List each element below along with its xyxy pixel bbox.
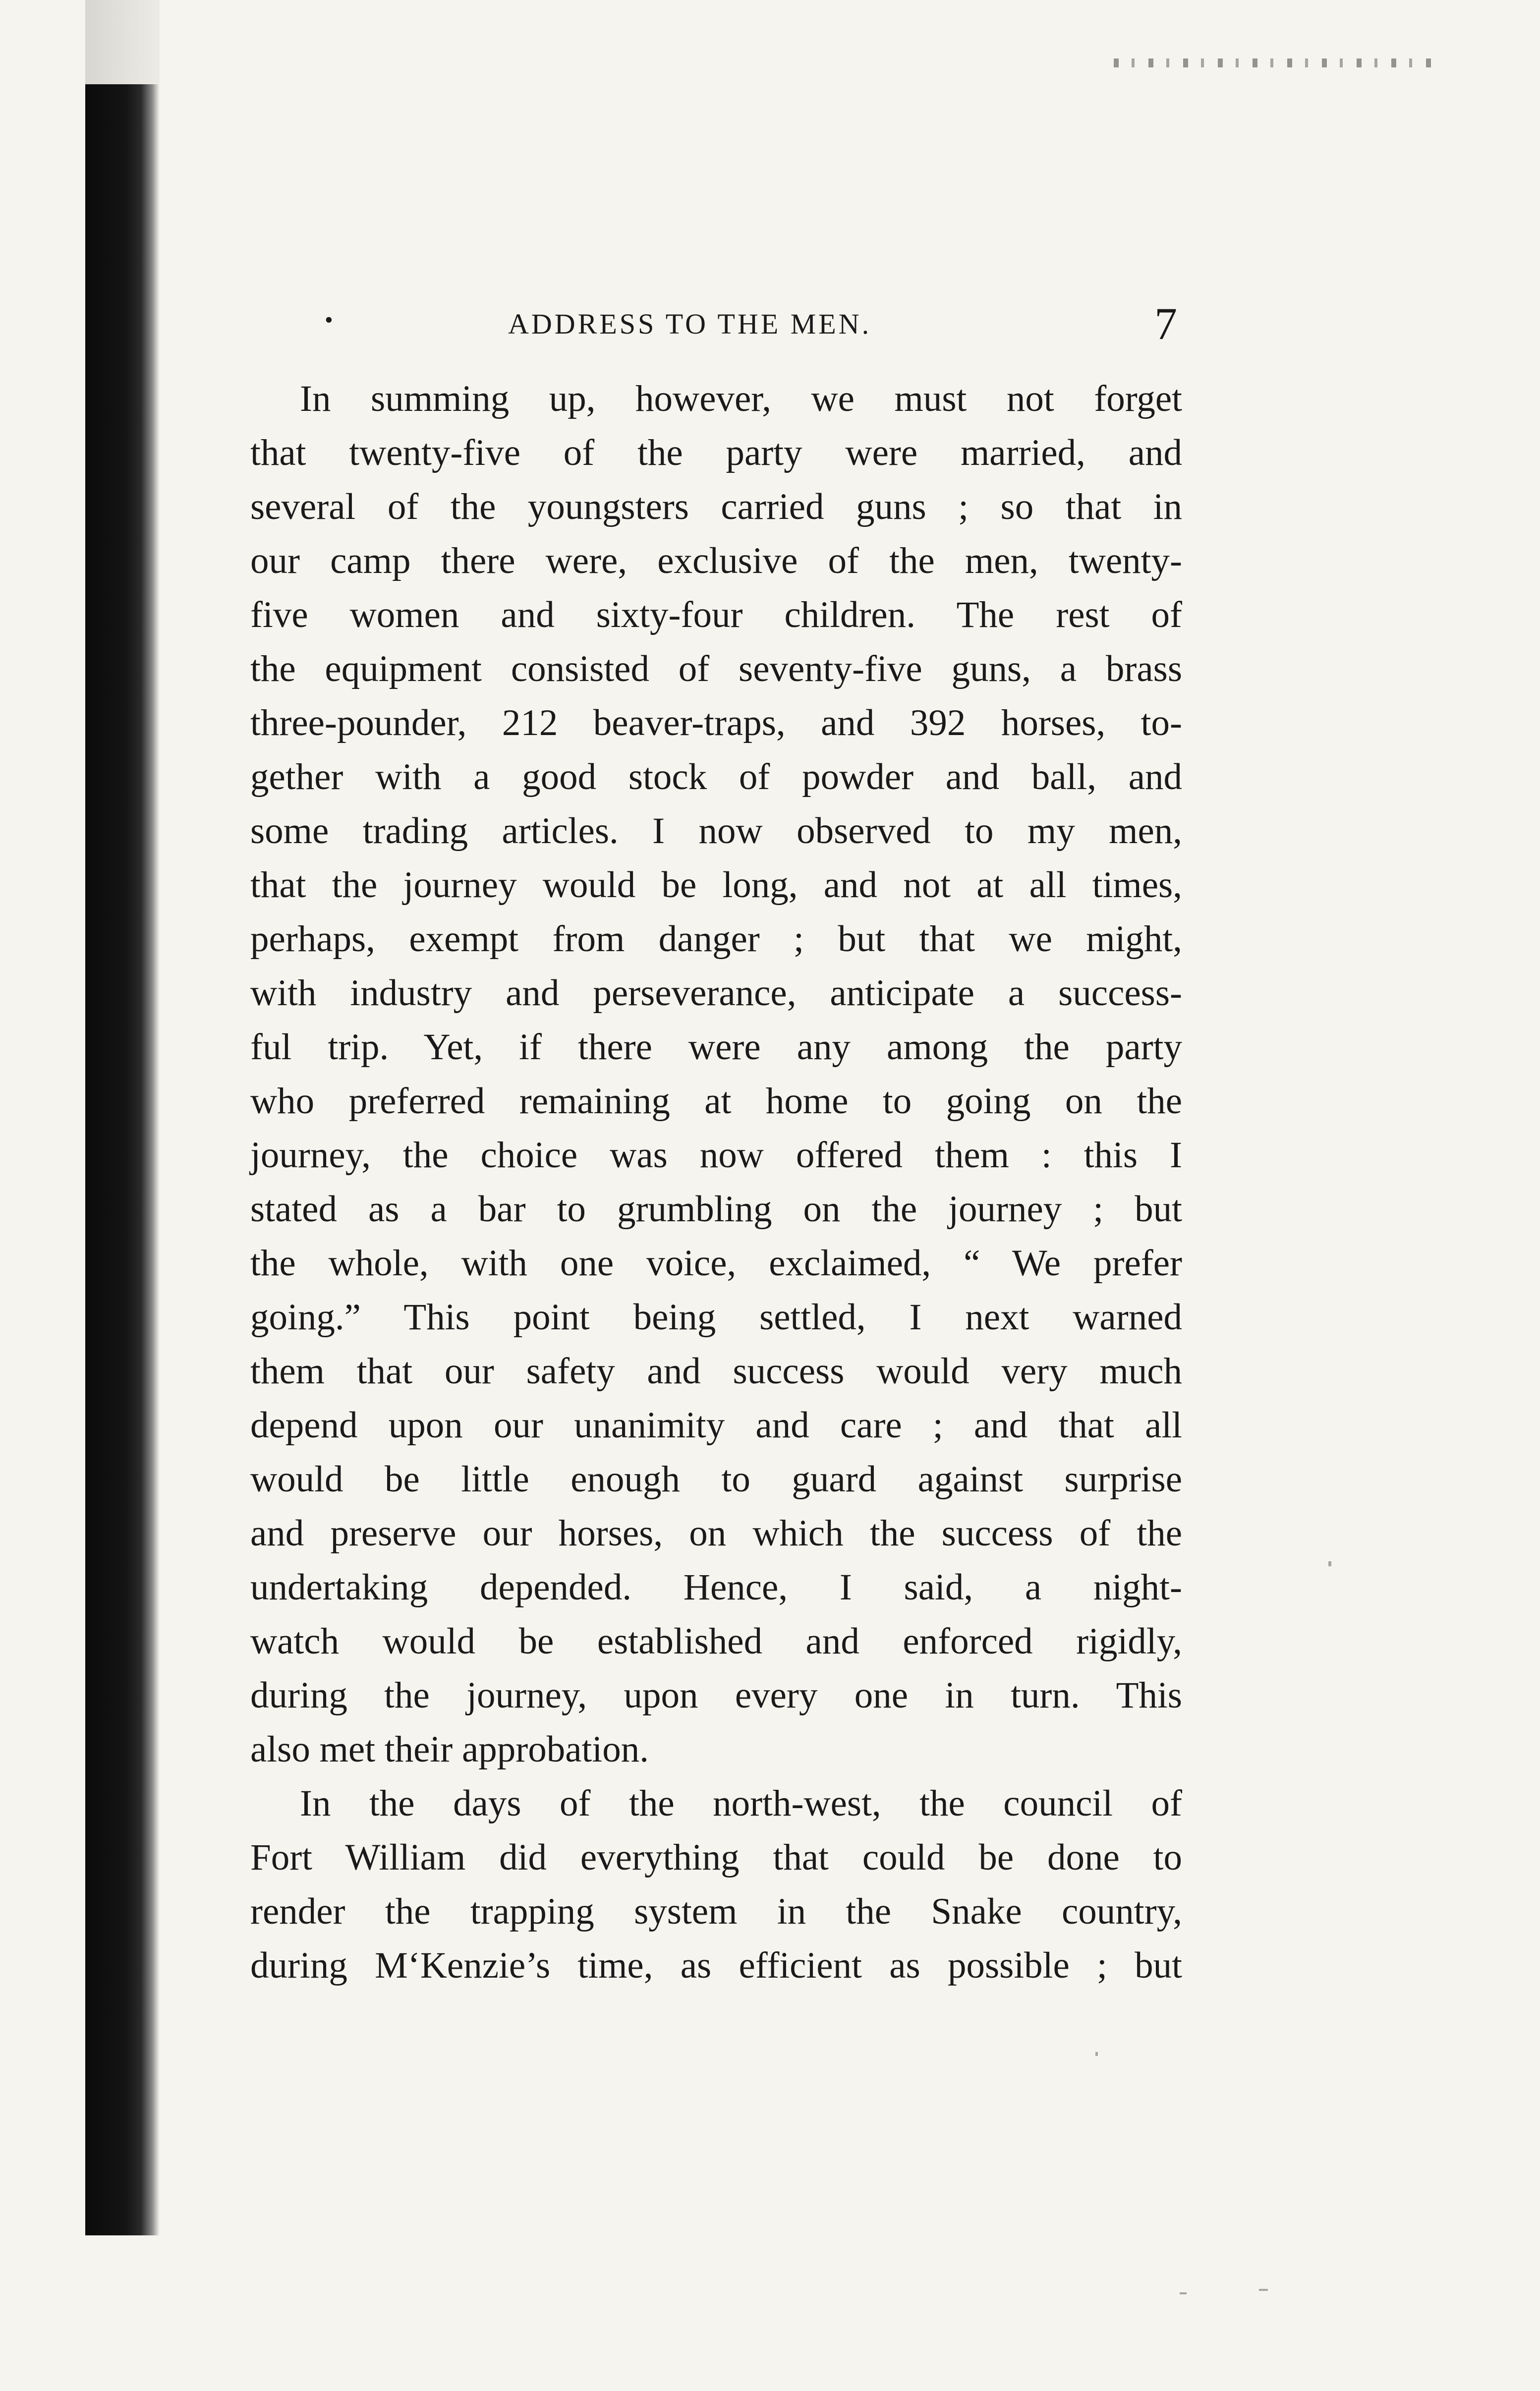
text-line: In summing up, however, we must not forget (300, 378, 1182, 419)
page-content (250, 297, 1182, 1992)
scan-speck (1095, 2052, 1098, 2056)
text-line: Fort William did everything that could be done to (250, 1837, 1182, 1878)
text-line: watch would be established and enforced rigidly, (250, 1621, 1182, 1662)
paragraph-1 (250, 372, 1182, 1776)
text-line: who preferred remaining at home to going on the (250, 1081, 1182, 1122)
text-line: perhaps, exempt from danger ; but that we might, (250, 918, 1182, 960)
text-line: and preserve our horses, on which the success of the (250, 1513, 1182, 1554)
text-line: that twenty-five of the party were married, and (250, 432, 1182, 473)
body-text (250, 372, 1182, 1992)
scan-speckle (1114, 58, 1431, 67)
text-line: with industry and perseverance, anticipate a success- (250, 972, 1182, 1014)
text-line: depend upon our unanimity and care ; and that all (250, 1405, 1182, 1446)
scan-speck (1328, 1561, 1331, 1566)
text-line: during M‘Kenzie’s time, as efficient as possible ; but (250, 1945, 1182, 1986)
text-line: stated as a bar to grumbling on the journey ; but (250, 1189, 1182, 1230)
text-line: the whole, with one voice, exclaimed, “ We prefer (250, 1243, 1182, 1284)
text-line: three-pounder, 212 beaver-traps, and 392 horses, to- (250, 702, 1182, 743)
text-line: also met their approbation. (250, 1729, 649, 1770)
text-line: the equipment consisted of seventy-five guns, a brass (250, 648, 1182, 689)
paragraph-2 (250, 1776, 1182, 1992)
text-line: ful trip. Yet, if there were any among the party (250, 1026, 1182, 1068)
binding-gutter (85, 84, 160, 2235)
binding-gutter-top (85, 0, 160, 84)
text-line: would be little enough to guard against surprise (250, 1459, 1182, 1500)
running-head (250, 297, 1182, 357)
text-line: some trading articles. I now observed to my men, (250, 810, 1182, 852)
text-line: going.” This point being settled, I next warned (250, 1297, 1182, 1338)
text-line: our camp there were, exclusive of the men, twenty- (250, 540, 1182, 581)
text-line: them that our safety and success would very much (250, 1351, 1182, 1392)
text-line: gether with a good stock of powder and ball, and (250, 756, 1182, 797)
text-line: render the trapping system in the Snake country, (250, 1891, 1182, 1932)
head-bullet: • (325, 307, 333, 333)
scan-speck (1180, 2292, 1187, 2294)
running-head-title: ADDRESS TO THE MEN. (508, 308, 872, 340)
text-line: during the journey, upon every one in turn. This (250, 1675, 1182, 1716)
text-line: five women and sixty-four children. The rest of (250, 594, 1182, 635)
scan-speck (1259, 2289, 1268, 2291)
text-line: several of the youngsters carried guns ; so that in (250, 486, 1182, 527)
text-line: In the days of the north-west, the council of (300, 1783, 1182, 1824)
text-line: that the journey would be long, and not at all times, (250, 864, 1182, 906)
text-line: journey, the choice was now offered them : this I (250, 1135, 1182, 1176)
page-number: 7 (1154, 298, 1177, 349)
text-line: undertaking depended. Hence, I said, a night- (250, 1567, 1182, 1608)
